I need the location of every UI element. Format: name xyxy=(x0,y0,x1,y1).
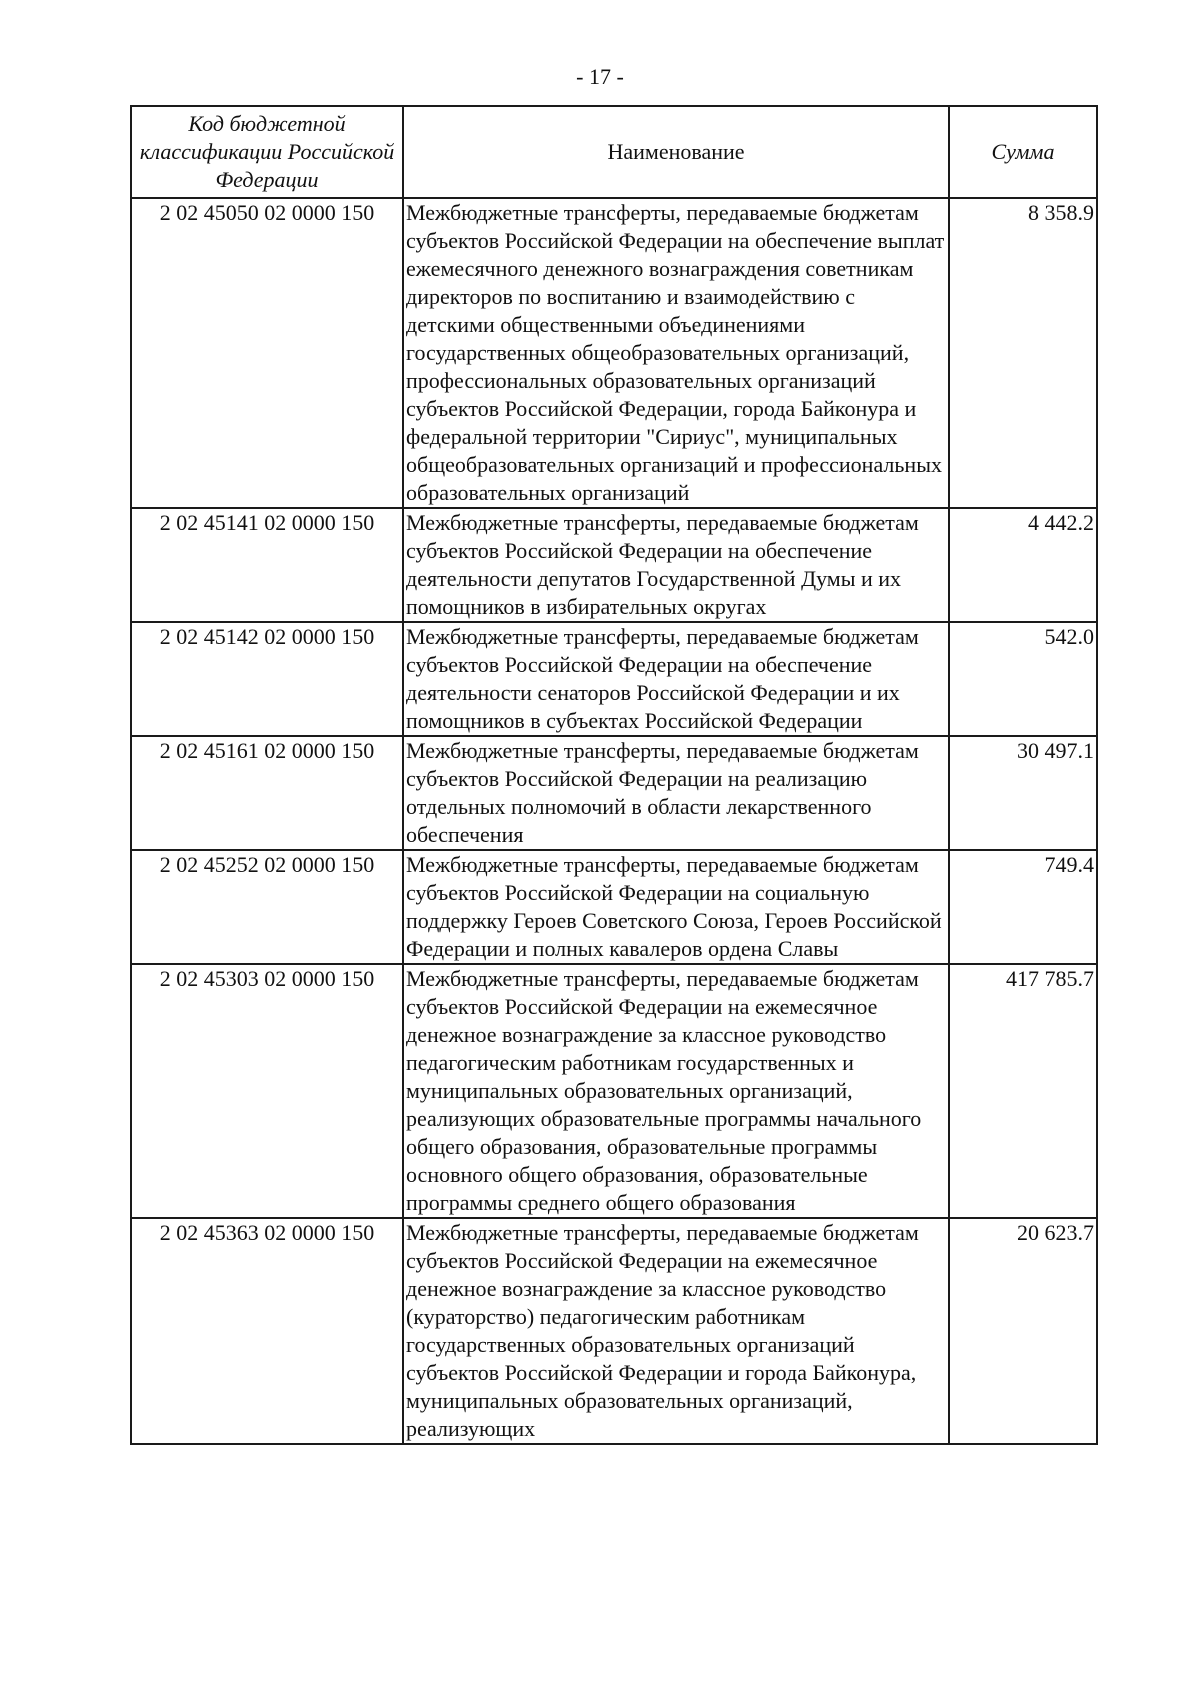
table-row xyxy=(131,964,1097,1218)
row-sum: 749.4 xyxy=(949,850,1097,964)
row-code: 2 02 45161 02 0000 150 xyxy=(131,736,403,850)
row-name: Межбюджетные трансферты, передаваемые бюджетам субъектов Российской Федерации на обеспечение выплат ежемесячного денежного вознаграждения советникам директоров по воспитанию и взаимодействию с детскими общественными объединениями государственных общеобразовательных организаций, профессиональных образовательных организаций субъектов Российской Федерации, города Байконура и федеральной территории "Сириус", муниципальных общеобразовательных организаций и профессиональных образовательных организаций xyxy=(403,198,949,508)
row-code: 2 02 45142 02 0000 150 xyxy=(131,622,403,736)
row-sum: 4 442.2 xyxy=(949,508,1097,622)
row-code: 2 02 45303 02 0000 150 xyxy=(131,964,403,1218)
row-sum: 30 497.1 xyxy=(949,736,1097,850)
table-row xyxy=(131,622,1097,736)
header-name: Наименование xyxy=(403,106,949,198)
row-name: Межбюджетные трансферты, передаваемые бюджетам субъектов Российской Федерации на ежемесячное денежное вознаграждение за классное руководство (кураторство) педагогическим работникам государственных образовательных организаций субъектов Российской Федерации и города Байконура, муниципальных образовательных организаций, реализующих xyxy=(403,1218,949,1444)
row-code: 2 02 45252 02 0000 150 xyxy=(131,850,403,964)
row-sum: 542.0 xyxy=(949,622,1097,736)
row-name: Межбюджетные трансферты, передаваемые бюджетам субъектов Российской Федерации на обеспечение деятельности сенаторов Российской Федерации и их помощников в субъектах Российской Федерации xyxy=(403,622,949,736)
header-code: Код бюджетной классификации Российской Федерации xyxy=(131,106,403,198)
row-code: 2 02 45363 02 0000 150 xyxy=(131,1218,403,1444)
row-sum: 417 785.7 xyxy=(949,964,1097,1218)
row-name: Межбюджетные трансферты, передаваемые бюджетам субъектов Российской Федерации на ежемесячное денежное вознаграждение за классное руководство педагогическим работникам государственных и муниципальных образовательных организаций, реализующих образовательные программы начального общего образования, образовательные программы основного общего образования, образовательные программы среднего общего образования xyxy=(403,964,949,1218)
table-header-row xyxy=(131,106,1097,198)
page-number: - 17 - xyxy=(576,64,624,89)
row-name: Межбюджетные трансферты, передаваемые бюджетам субъектов Российской Федерации на социальную поддержку Героев Советского Союза, Героев Российской Федерации и полных кавалеров ордена Славы xyxy=(403,850,949,964)
row-name: Межбюджетные трансферты, передаваемые бюджетам субъектов Российской Федерации на реализацию отдельных полномочий в области лекарственного обеспечения xyxy=(403,736,949,850)
row-sum: 20 623.7 xyxy=(949,1218,1097,1444)
row-name: Межбюджетные трансферты, передаваемые бюджетам субъектов Российской Федерации на обеспечение деятельности депутатов Государственной Думы и их помощников в избирательных округах xyxy=(403,508,949,622)
row-sum: 8 358.9 xyxy=(949,198,1097,508)
table-row xyxy=(131,198,1097,508)
table-row xyxy=(131,508,1097,622)
table-row xyxy=(131,736,1097,850)
table-row xyxy=(131,850,1097,964)
table-row xyxy=(131,1218,1097,1444)
row-code: 2 02 45050 02 0000 150 xyxy=(131,198,403,508)
header-sum: Сумма xyxy=(949,106,1097,198)
row-code: 2 02 45141 02 0000 150 xyxy=(131,508,403,622)
budget-table xyxy=(130,105,1098,1445)
